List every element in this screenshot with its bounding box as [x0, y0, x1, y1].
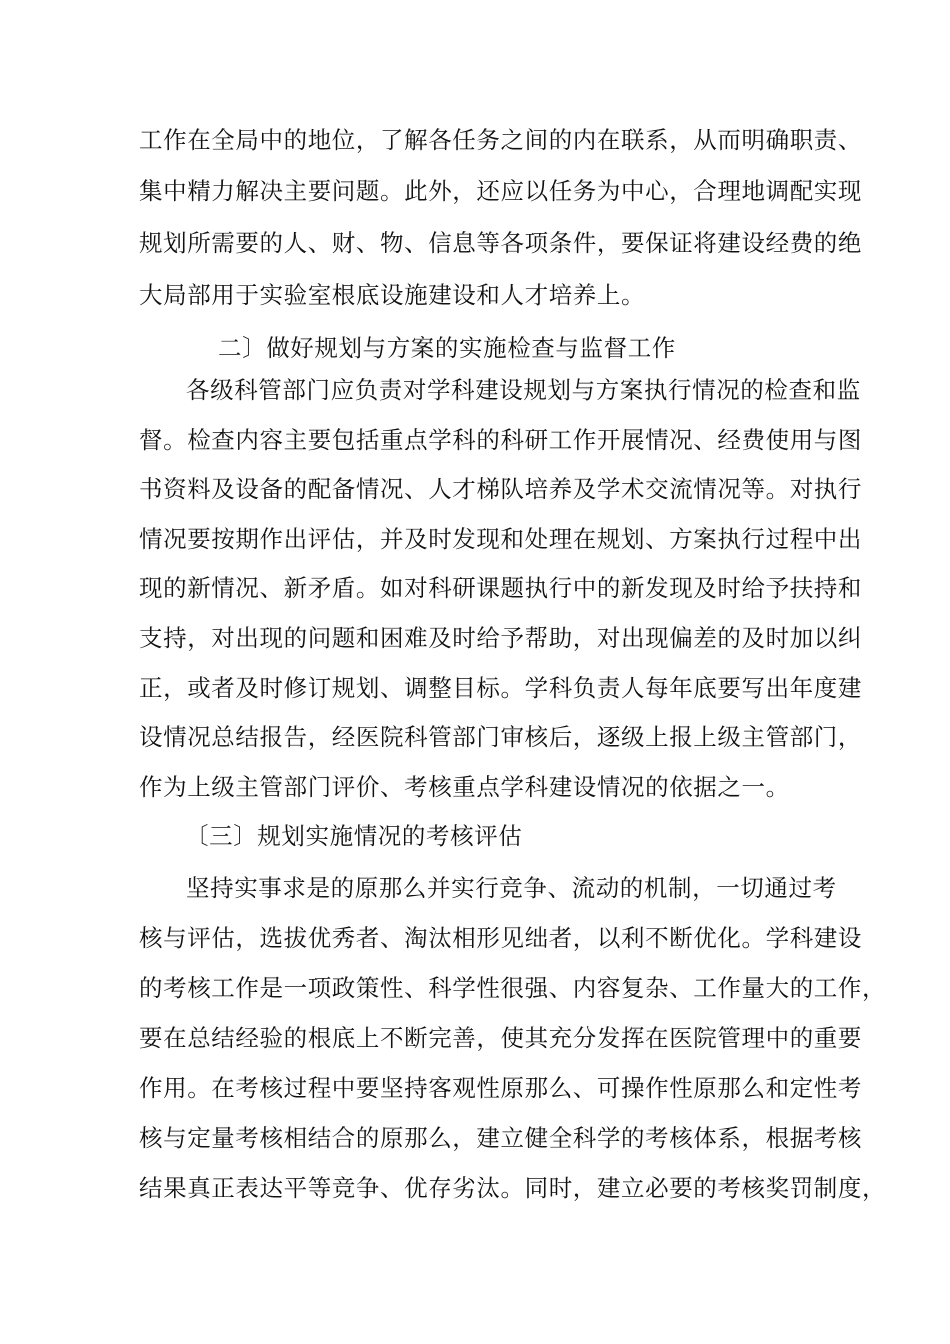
paragraph-3-line-6: 核与定量考核相结合的原那么，建立健全科学的考核体系，根据考核 — [139, 1124, 862, 1152]
paragraph-3-line-2: 核与评估，选拔优秀者、淘汰相形见绌者，以利不断优化。学科建设 — [139, 924, 862, 952]
paragraph-3-line-3: 的考核工作是一项政策性、科学性很强、内容复杂、工作量大的工作， — [139, 974, 887, 1002]
section-heading-3: 〔三〕规划实施情况的考核评估 — [185, 822, 523, 850]
paragraph-2-line-4: 情况要按期作出评估，并及时发现和处理在规划、方案执行过程中出 — [139, 525, 862, 553]
paragraph-1-line-3: 规划所需要的人、财、物、信息等各项条件，要保证将建设经费的绝 — [139, 229, 862, 257]
paragraph-1-line-2: 集中精力解决主要问题。此外，还应以任务为中心，合理地调配实现 — [139, 177, 862, 205]
paragraph-2-line-8: 设情况总结报告，经医院科管部门审核后，逐级上报上级主管部门， — [139, 723, 862, 751]
paragraph-2-line-3: 书资料及设备的配备情况、人才梯队培养及学术交流情况等。对执行 — [139, 475, 862, 503]
paragraph-2-line-9: 作为上级主管部门评价、考核重点学科建设情况的依据之一。 — [139, 773, 790, 801]
paragraph-1-line-1: 工作在全局中的地位，了解各任务之间的内在联系，从而明确职责、 — [139, 126, 862, 154]
paragraph-2-line-2: 督。检查内容主要包括重点学科的科研工作开展情况、经费使用与图 — [139, 426, 862, 454]
paragraph-2-line-5: 现的新情况、新矛盾。如对科研课题执行中的新发现及时给予扶持和 — [139, 574, 862, 602]
paragraph-3-line-7: 结果真正表达平等竞争、优存劣汰。同时，建立必要的考核奖罚制度， — [139, 1174, 887, 1202]
section-heading-2: 二〕做好规划与方案的实施检查与监督工作 — [218, 334, 676, 362]
paragraph-1-line-4: 大局部用于实验室根底设施建设和人才培养上。 — [139, 281, 646, 309]
paragraph-3-line-5: 作用。在考核过程中要坚持客观性原那么、可操作性原那么和定性考 — [139, 1074, 862, 1102]
paragraph-2-line-7: 正，或者及时修订规划、调整目标。学科负责人每年底要写出年度建 — [139, 674, 862, 702]
paragraph-2-line-1: 各级科管部门应负责对学科建设规划与方案执行情况的检查和监 — [186, 376, 861, 404]
paragraph-3-line-4: 要在总结经验的根底上不断完善，使其充分发挥在医院管理中的重要 — [139, 1024, 862, 1052]
paragraph-3-line-1: 坚持实事求是的原那么并实行竞争、流动的机制，一切通过考 — [186, 874, 837, 902]
paragraph-2-line-6: 支持，对出现的问题和困难及时给予帮助，对出现偏差的及时加以纠 — [139, 624, 862, 652]
